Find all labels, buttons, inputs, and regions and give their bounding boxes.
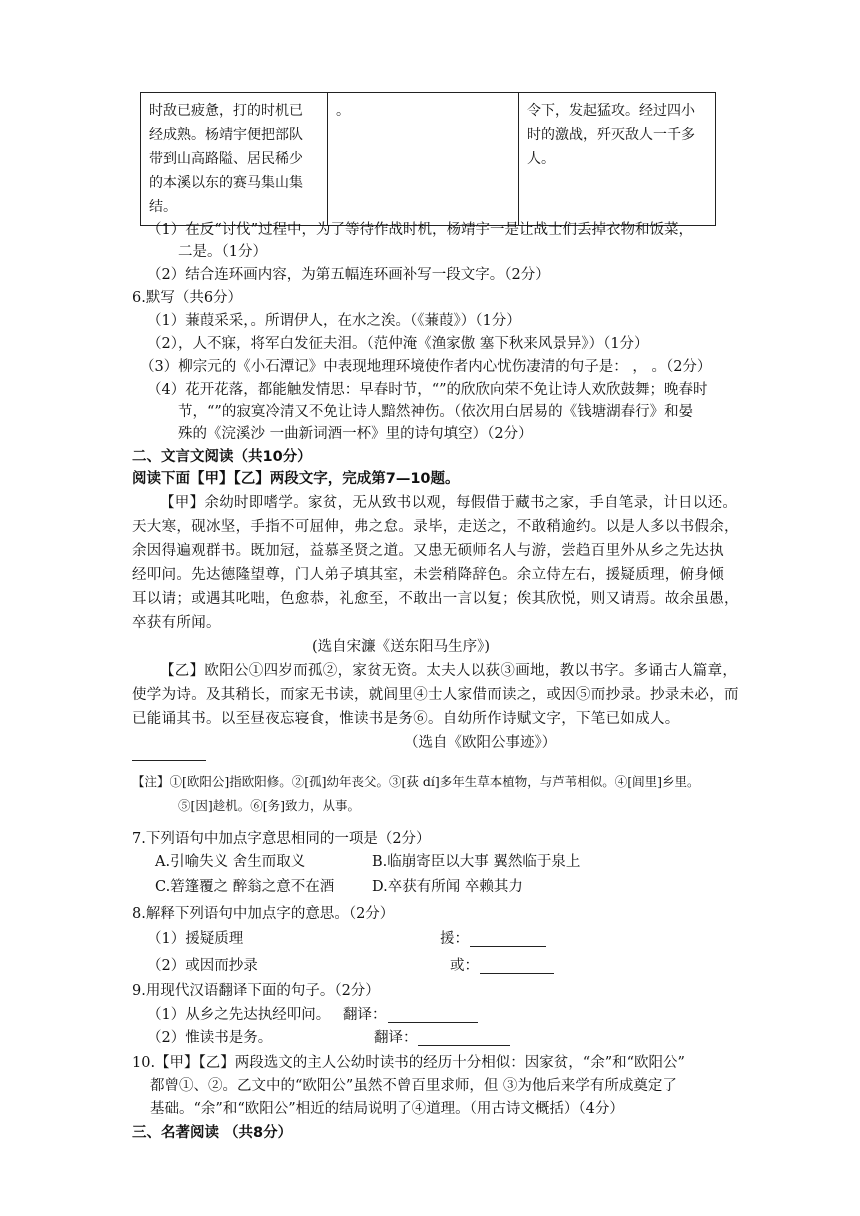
footnote-rule [132, 760, 206, 761]
q6-2: （2），人不寐，将军白发征夫泪。（范仲淹《渔家傲 塞下秋来风景异》）（1分） [147, 336, 649, 352]
notes-line-1: 【注】①[欧阳公]指欧阳修。②[孤]幼年丧父。③[荻 dí]多年生草本植物，与芦苇相似。④[闾里]乡里。 [132, 774, 700, 789]
cell-line: 人。 [527, 151, 555, 167]
yi-line-3: 已能诵其书。以至昼夜忘寝食，惟读书是务⑥。自幼所作诗赋文字，下笔已如成人。 [132, 711, 680, 727]
q6-4-b: 节，“”的寂寞冷清又不免让诗人黯然神伤。（依次用白居易的《钱塘湖春行》和晏 [178, 404, 694, 420]
section2-instruction: 阅读下面【甲】【乙】两段文字，完成第7—10题。 [132, 471, 460, 487]
cell-line: 经成熟。杨靖宇便把部队 [149, 127, 303, 143]
jia-line-6: 卒获有所闻。 [132, 615, 221, 631]
q9-title: 9.用现代汉语翻译下面的句子。（2分） [132, 983, 380, 999]
cell-line: 的本溪以东的赛马集山集 [149, 175, 303, 191]
yi-line-2: 使学为诗。及其稍长，而家无书读，就闾里④士人家借而读之，或因⑤而抄录。抄录未必，而 [132, 687, 739, 703]
jia-line-1: 【甲】余幼时即嗜学。家贫，无从致书以观，每假借于藏书之家，手自笔录，计日以还。 [160, 495, 738, 511]
table-cell-2 [328, 93, 519, 226]
q7-option-b: B.临崩寄臣以大事 翼然临于泉上 [372, 854, 581, 870]
q9-1-label: 翻译： [343, 1007, 387, 1023]
q8-2-label: 或： [450, 958, 479, 974]
q5-1-line-b: 二是。（1分） [178, 244, 267, 260]
cell-line: 时的激战，歼灭敌人一千多 [527, 127, 695, 143]
q9-2-label: 翻译： [374, 1030, 418, 1046]
q8-1-label: 援： [440, 931, 469, 947]
yi-line-1: 【乙】欧阳公①四岁而孤②，家贫无资。太夫人以荻③画地，教以书字。多诵古人篇章， [160, 663, 738, 679]
q8-title: 8.解释下列语句中加点字的意思。（2分） [132, 906, 395, 922]
cell-line: 。 [336, 103, 350, 119]
table-cell-3 [519, 93, 716, 226]
jia-line-2: 天大寒，砚冰坚，手指不可屈伸，弗之怠。录毕，走送之，不敢稍逾约。以是人多以书假余， [132, 519, 739, 535]
q7-option-c: C.箬篷覆之 醉翁之意不在酒 [155, 879, 335, 895]
q7-option-d: D.卒获有所闻 卒赖其力 [372, 879, 523, 895]
q9-1: （1）从乡之先达执经叩问。 [147, 1007, 331, 1023]
q8-2: （2）或因而抄录 [147, 958, 258, 974]
notes-line-2: ⑤[因]趁机。⑥[务]致力，从事。 [178, 798, 361, 813]
q5-2: （2）结合连环画内容，为第五幅连环画补写一段文字。（2分） [147, 267, 550, 283]
jia-line-5: 耳以请；或遇其叱咄，色愈恭，礼愈至，不敢出一言以复；俟其欣悦，则又请焉。故余虽愚， [132, 591, 739, 607]
section2-title: 二、文言文阅读（共10分） [132, 449, 312, 465]
jia-source: (选自宋濂《送东阳马生序》) [312, 639, 491, 655]
cell-line: 时敌已疲惫，打的时机已 [149, 103, 303, 119]
cell-line: 结。 [149, 199, 177, 215]
cell-line: 令下，发起猛攻。经过四小 [527, 103, 695, 119]
section3-title: 三、名著阅读 （共8分） [132, 1125, 293, 1141]
q6-1: （1）蒹葭采采，。所谓伊人，在水之涘。（《蒹葭》）（1分） [147, 313, 521, 329]
q9-2-answer-blank[interactable] [418, 1029, 510, 1046]
table-cell-1 [141, 93, 328, 226]
cell-line: 带到山高路隘、居民稀少 [149, 151, 303, 167]
comic-table [140, 92, 716, 226]
q6-title: 6.默写（共6分） [132, 290, 243, 306]
yi-source: （选自《欧阳公事迹》） [404, 735, 557, 751]
q8-1-answer-blank[interactable] [470, 930, 546, 947]
q6-3: （3）柳宗元的《小石潭记》中表现地理环境使作者内心忧伤凄清的句子是： ， 。（2分） [140, 359, 712, 375]
q9-1-answer-blank[interactable] [388, 1006, 478, 1023]
q8-2-answer-blank[interactable] [480, 957, 554, 974]
q5-1-line-a: （1）在反“讨伐”过程中，为了等待作战时机，杨靖宇一是让战士们丢掉衣物和饭菜， [147, 222, 694, 238]
q9-2: （2）惟读书是务。 [147, 1030, 273, 1046]
q7-title: 7.下列语句中加点字意思相同的一项是（2分） [132, 831, 431, 847]
q8-1: （1）援疑质理 [147, 931, 244, 947]
q10-line-a: 10.【甲】【乙】两段选文的主人公幼时读书的经历十分相似：因家贫，“余”和“欧阳公” [132, 1055, 685, 1071]
jia-line-3: 余因得遍观群书。既加冠，益慕圣贤之道。又患无硕师名人与游，尝趋百里外从乡之先达执 [132, 543, 724, 559]
q7-option-a: A.引喻失义 舍生而取义 [155, 854, 306, 870]
q6-4-c: 殊的《浣溪沙 一曲新词酒一杯》里的诗句填空）（2分） [178, 426, 533, 442]
q6-4-a: （4）花开花落，都能触发情思：早春时节，“”的欣欣向荣不免让诗人欢欣鼓舞；晚春时 [147, 382, 708, 398]
q10-line-b: 都曾①、②。乙文中的“欧阳公”虽然不曾百里求师，但 ③为他后来学有所成奠定了 [150, 1078, 677, 1094]
jia-line-4: 经叩问。先达德隆望尊，门人弟子填其室，未尝稍降辞色。余立侍左右，援疑质理，俯身倾 [132, 567, 724, 583]
q10-line-c: 基础。“余”和“欧阳公”相近的结局说明了④道理。（用古诗文概括）（4分） [150, 1101, 624, 1117]
